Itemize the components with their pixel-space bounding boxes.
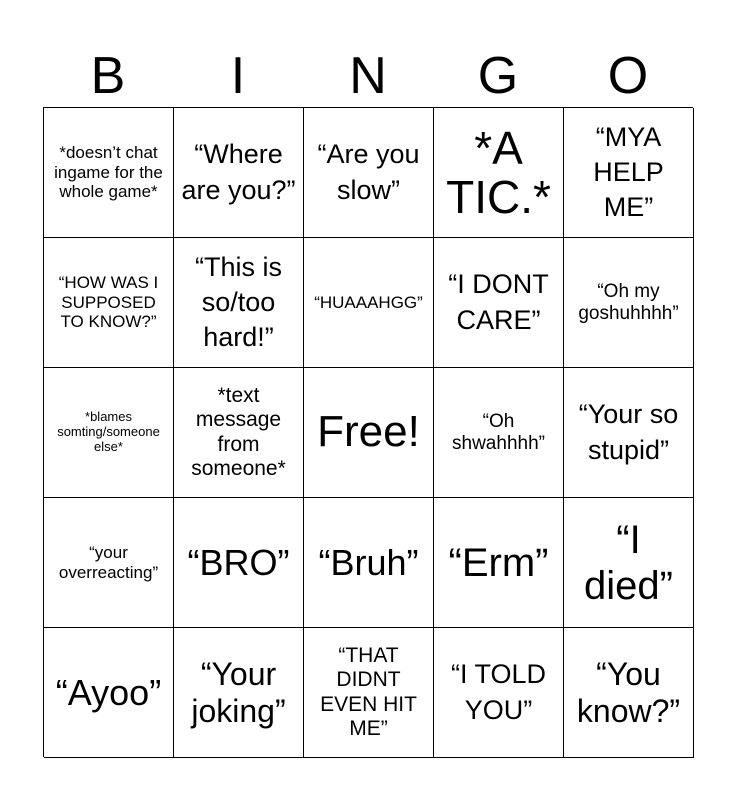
bingo-cell-r1c1[interactable]: *doesn’t chat ingame for the whole game*: [44, 108, 174, 238]
bingo-board: [43, 107, 693, 757]
bingo-cell-r1c2[interactable]: “Where are you?”: [174, 108, 304, 238]
bingo-cell-r5c3[interactable]: “THAT DIDNT EVEN HIT ME”: [304, 628, 434, 758]
bingo-cell-r5c1[interactable]: “Ayoo”: [44, 628, 174, 758]
header-letter-b: B: [90, 47, 126, 105]
bingo-cell-r5c4[interactable]: “I TOLD YOU”: [434, 628, 564, 758]
bingo-cell-r4c1[interactable]: “your overreacting”: [44, 498, 174, 628]
bingo-cell-r3c2[interactable]: *text message from someone*: [174, 368, 304, 498]
bingo-header: [43, 44, 693, 108]
header-letter-g: G: [477, 47, 519, 105]
bingo-cell-r4c4[interactable]: “Erm”: [434, 498, 564, 628]
bingo-cell-r2c1[interactable]: “HOW WAS I SUPPOSED TO KNOW?”: [44, 238, 174, 368]
bingo-cell-r1c4[interactable]: *A TIC.*: [434, 108, 564, 238]
bingo-cell-r4c3[interactable]: “Bruh”: [304, 498, 434, 628]
bingo-cell-r1c3[interactable]: “Are you slow”: [304, 108, 434, 238]
bingo-cell-r2c4[interactable]: “I DONT CARE”: [434, 238, 564, 368]
bingo-cell-r1c5[interactable]: “MYA HELP ME”: [564, 108, 694, 238]
bingo-cell-r5c5[interactable]: “You know?”: [564, 628, 694, 758]
bingo-cell-r2c3[interactable]: “HUAAAHGG”: [304, 238, 434, 368]
bingo-cell-r2c5[interactable]: “Oh my goshuhhhh”: [564, 238, 694, 368]
bingo-cell-r3c3-free[interactable]: Free!: [304, 368, 434, 498]
header-letter-n: N: [349, 47, 387, 105]
header-letter-o: O: [607, 47, 649, 105]
bingo-cell-r4c5[interactable]: “I died”: [564, 498, 694, 628]
bingo-cell-r3c1[interactable]: *blames somting/someone else*: [44, 368, 174, 498]
bingo-cell-r3c5[interactable]: “Your so stupid”: [564, 368, 694, 498]
bingo-cell-r3c4[interactable]: “Oh shwahhhh”: [434, 368, 564, 498]
header-letter-i: I: [230, 47, 246, 105]
bingo-cell-r4c2[interactable]: “BRO”: [174, 498, 304, 628]
bingo-cell-r2c2[interactable]: “This is so/too hard!”: [174, 238, 304, 368]
bingo-cell-r5c2[interactable]: “Your joking”: [174, 628, 304, 758]
